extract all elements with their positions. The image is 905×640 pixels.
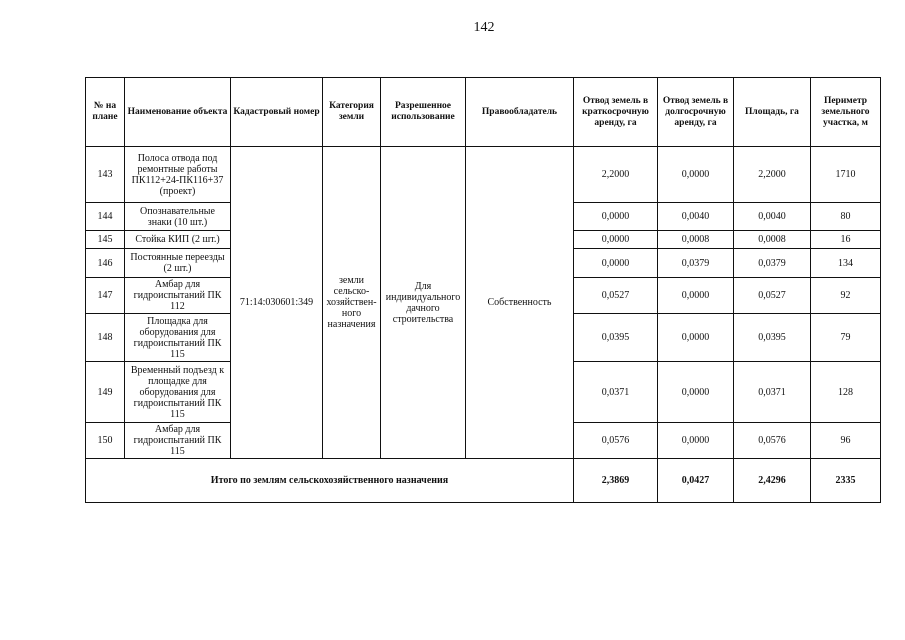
row-area: 2,2000 xyxy=(734,147,811,203)
row-num: 149 xyxy=(86,362,125,423)
row-long-term: 0,0000 xyxy=(658,314,734,362)
row-perimeter: 1710 xyxy=(811,147,881,203)
row-num: 147 xyxy=(86,278,125,314)
row-area: 0,0527 xyxy=(734,278,811,314)
total-area: 2,4296 xyxy=(734,459,811,503)
total-row xyxy=(86,459,881,503)
table-row xyxy=(86,147,881,203)
header-owner: Правообладатель xyxy=(466,78,574,147)
row-name: Амбар для гидроиспытаний ПК 115 xyxy=(125,423,231,459)
header-long-term: Отвод земель в долгосрочную аренду, га xyxy=(658,78,734,147)
total-label: Итого по землям сельскохозяйственного назначения xyxy=(86,459,574,503)
row-long-term: 0,0040 xyxy=(658,203,734,231)
header-cadastral: Кадастровый номер xyxy=(231,78,323,147)
row-num: 145 xyxy=(86,231,125,249)
row-short-term: 0,0527 xyxy=(574,278,658,314)
row-name: Амбар для гидроиспытаний ПК 112 xyxy=(125,278,231,314)
row-short-term: 0,0000 xyxy=(574,249,658,278)
row-short-term: 2,2000 xyxy=(574,147,658,203)
header-num: № на плане xyxy=(86,78,125,147)
header-name: Наименование объекта xyxy=(125,78,231,147)
permitted-use: Для индивидуального дачного строительства xyxy=(381,147,466,459)
row-perimeter: 128 xyxy=(811,362,881,423)
row-name: Стойка КИП (2 шт.) xyxy=(125,231,231,249)
header-perimeter: Периметр земельного участка, м xyxy=(811,78,881,147)
row-name: Полоса отвода под ремонтные работы ПК112+24-ПК116+37 (проект) xyxy=(125,147,231,203)
row-perimeter: 80 xyxy=(811,203,881,231)
cadastral-number: 71:14:030601:349 xyxy=(231,147,323,459)
row-short-term: 0,0395 xyxy=(574,314,658,362)
row-area: 0,0395 xyxy=(734,314,811,362)
land-allocation-table xyxy=(85,77,881,503)
row-name: Временный подъезд к площадке для оборудования для гидроиспытаний ПК 115 xyxy=(125,362,231,423)
land-category: земли сельско-хозяйствен-ного назначения xyxy=(323,147,381,459)
row-num: 148 xyxy=(86,314,125,362)
row-area: 0,0576 xyxy=(734,423,811,459)
row-name: Опознавательные знаки (10 шт.) xyxy=(125,203,231,231)
row-short-term: 0,0000 xyxy=(574,231,658,249)
row-area: 0,0040 xyxy=(734,203,811,231)
row-perimeter: 16 xyxy=(811,231,881,249)
row-perimeter: 134 xyxy=(811,249,881,278)
total-long-term: 0,0427 xyxy=(658,459,734,503)
row-long-term: 0,0379 xyxy=(658,249,734,278)
row-area: 0,0371 xyxy=(734,362,811,423)
row-long-term: 0,0000 xyxy=(658,362,734,423)
row-area: 0,0379 xyxy=(734,249,811,278)
page-number: 142 xyxy=(473,20,495,35)
row-perimeter: 96 xyxy=(811,423,881,459)
header-short-term: Отвод земель в краткосрочную аренду, га xyxy=(574,78,658,147)
row-area: 0,0008 xyxy=(734,231,811,249)
row-long-term: 0,0000 xyxy=(658,423,734,459)
row-short-term: 0,0371 xyxy=(574,362,658,423)
row-short-term: 0,0000 xyxy=(574,203,658,231)
row-name: Площадка для оборудования для гидроиспытаний ПК 115 xyxy=(125,314,231,362)
row-perimeter: 79 xyxy=(811,314,881,362)
row-num: 144 xyxy=(86,203,125,231)
owner: Собственность xyxy=(466,147,574,459)
total-perimeter: 2335 xyxy=(811,459,881,503)
total-short-term: 2,3869 xyxy=(574,459,658,503)
header-category: Категория земли xyxy=(323,78,381,147)
row-long-term: 0,0000 xyxy=(658,147,734,203)
row-short-term: 0,0576 xyxy=(574,423,658,459)
header-permitted-use: Разрешенное использование xyxy=(381,78,466,147)
row-num: 150 xyxy=(86,423,125,459)
header-area: Площадь, га xyxy=(734,78,811,147)
row-num: 146 xyxy=(86,249,125,278)
table-header-row xyxy=(86,78,881,147)
row-num: 143 xyxy=(86,147,125,203)
row-long-term: 0,0008 xyxy=(658,231,734,249)
row-perimeter: 92 xyxy=(811,278,881,314)
row-long-term: 0,0000 xyxy=(658,278,734,314)
row-name: Постоянные переезды (2 шт.) xyxy=(125,249,231,278)
